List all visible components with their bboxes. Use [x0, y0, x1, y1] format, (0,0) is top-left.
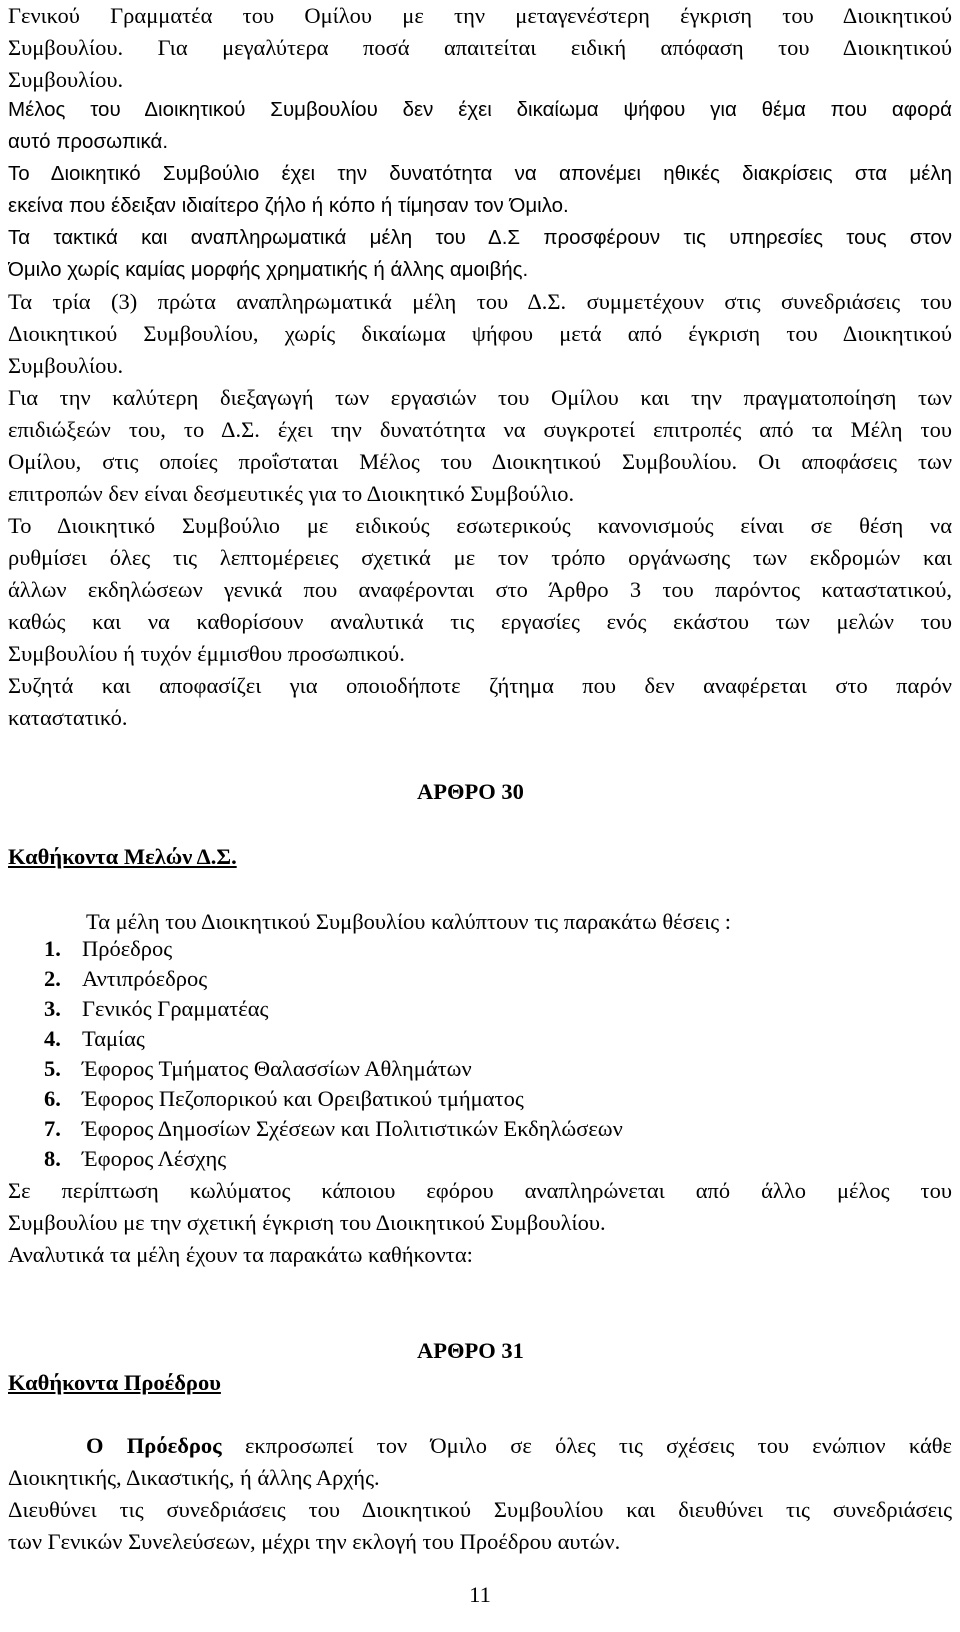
- paragraph-line: άλλων εκδηλώσεων γενικά που αναφέρονται στο Άρθρο 3 του παρόντος καταστατικού,: [8, 577, 952, 602]
- paragraph-line: Συζητά και αποφασίζει για οποιοδήποτε ζήτημα που δεν αναφέρεται στο παρόν: [8, 673, 952, 698]
- list-item: 1. Πρόεδρος: [44, 936, 173, 961]
- paragraph-line: καθώς και να καθορίσουν αναλυτικά τις εργασίες ενός εκάστου των μελών του: [8, 609, 952, 634]
- article-31-first-line: Ο Πρόεδρος εκπροσωπεί τον Όμιλο σε όλες τις σχέσεις του ενώπιον κάθε: [86, 1433, 952, 1458]
- paragraph-line: Συμβουλίου με την σχετική έγκριση του Διοικητικού Συμβουλίου.: [8, 1210, 606, 1235]
- paragraph-line: Διευθύνει τις συνεδριάσεις του Διοικητικού Συμβουλίου και διευθύνει τις συνεδριάσεις: [8, 1497, 952, 1522]
- list-item: 3. Γενικός Γραμματέας: [44, 996, 269, 1021]
- paragraph-line: Ομίλου, στις οποίες προΐσταται Μέλος του Διοικητικού Συμβουλίου. Οι αποφάσεις των: [8, 449, 952, 474]
- list-item: 2. Αντιπρόεδρος: [44, 966, 208, 991]
- president-bold-lead: Ο Πρόεδρος: [86, 1433, 222, 1458]
- list-item: 4. Ταμίας: [44, 1026, 145, 1051]
- article-30-title: ΑΡΘΡΟ 30: [417, 779, 524, 804]
- article-31-title: ΑΡΘΡΟ 31: [417, 1338, 524, 1363]
- list-item: 7. Έφορος Δημοσίων Σχέσεων και Πολιτιστικών Εκδηλώσεων: [44, 1116, 623, 1141]
- paragraph-line: Συμβουλίου.: [8, 67, 124, 92]
- list-item: 8. Έφορος Λέσχης: [44, 1146, 227, 1171]
- paragraph-line: Συμβουλίου ή τυχόν έμμισθου προσωπικού.: [8, 641, 405, 666]
- article-31-subtitle: Καθήκοντα Προέδρου: [8, 1370, 221, 1395]
- paragraph-line: αυτό προσωπικά.: [8, 130, 169, 153]
- paragraph-line: καταστατικό.: [8, 705, 128, 730]
- paragraph-line: Για την καλύτερη διεξαγωγή των εργασιών του Ομίλου και την πραγματοποίηση των: [8, 385, 952, 410]
- paragraph-line: Το Διοικητικό Συμβούλιο έχει την δυνατότητα να απονέμει ηθικές διακρίσεις στα μέλη: [8, 162, 952, 185]
- article-30-intro: Τα μέλη του Διοικητικού Συμβουλίου καλύπτουν τις παρακάτω θέσεις :: [86, 909, 732, 934]
- list-item: 5. Έφορος Τμήματος Θαλασσίων Αθλημάτων: [44, 1056, 472, 1081]
- paragraph-line: επιτροπών δεν είναι δεσμευτικές για το Διοικητικό Συμβούλιο.: [8, 481, 575, 506]
- paragraph-line: εκείνα που έδειξαν ιδιαίτερο ζήλο ή κόπο ή τίμησαν τον Όμιλο.: [8, 194, 569, 217]
- paragraph-line: των Γενικών Συνελεύσεων, μέχρι την εκλογή του Προέδρου αυτών.: [8, 1529, 621, 1554]
- paragraph-line: ρυθμίσει όλες τις λεπτομέρειες σχετικά με τον τρόπο οργάνωσης των εκδρομών και: [8, 545, 952, 570]
- paragraph-line: Τα τρία (3) πρώτα αναπληρωματικά μέλη του Δ.Σ. συμμετέχουν στις συνεδριάσεις του: [8, 289, 952, 314]
- paragraph-line: Όμιλο χωρίς καμίας μορφής χρηματικής ή άλλης αμοιβής.: [8, 258, 529, 281]
- paragraph-line: Διοικητικού Συμβουλίου, χωρίς δικαίωμα ψήφου μετά από έγκριση του Διοικητικού: [8, 321, 952, 346]
- paragraph-line: Γενικού Γραμματέα του Ομίλου με την μεταγενέστερη έγκριση του Διοικητικού: [8, 3, 952, 28]
- paragraph-line: Αναλυτικά τα μέλη έχουν τα παρακάτω καθήκοντα:: [8, 1242, 473, 1267]
- paragraph-line: Συμβουλίου.: [8, 353, 124, 378]
- paragraph-line: Συμβουλίου. Για μεγαλύτερα ποσά απαιτείται ειδική απόφαση του Διοικητικού: [8, 35, 952, 60]
- paragraph-line: Τα τακτικά και αναπληρωματικά μέλη του Δ.Σ προσφέρουν τις υπηρεσίες τους στον: [8, 226, 952, 249]
- paragraph-line: Μέλος του Διοικητικού Συμβουλίου δεν έχει δικαίωμα ψήφου για θέμα που αφορά: [8, 98, 952, 121]
- paragraph-line: επιδιώξεών του, το Δ.Σ. έχει την δυνατότητα να συγκροτεί επιτροπές από τα Μέλη του: [8, 417, 952, 442]
- paragraph-line: Διοικητικής, Δικαστικής, ή άλλης Αρχής.: [8, 1465, 380, 1490]
- article-30-subtitle: Καθήκοντα Μελών Δ.Σ.: [8, 844, 237, 869]
- page-number: 11: [469, 1582, 491, 1607]
- paragraph-line: Το Διοικητικό Συμβούλιο με ειδικούς εσωτερικούς κανονισμούς είναι σε θέση να: [8, 513, 952, 538]
- paragraph-line: Σε περίπτωση κωλύματος κάποιου εφόρου αναπληρώνεται από άλλο μέλος του: [8, 1178, 952, 1203]
- list-item: 6. Έφορος Πεζοπορικού και Ορειβατικού τμήματος: [44, 1086, 524, 1111]
